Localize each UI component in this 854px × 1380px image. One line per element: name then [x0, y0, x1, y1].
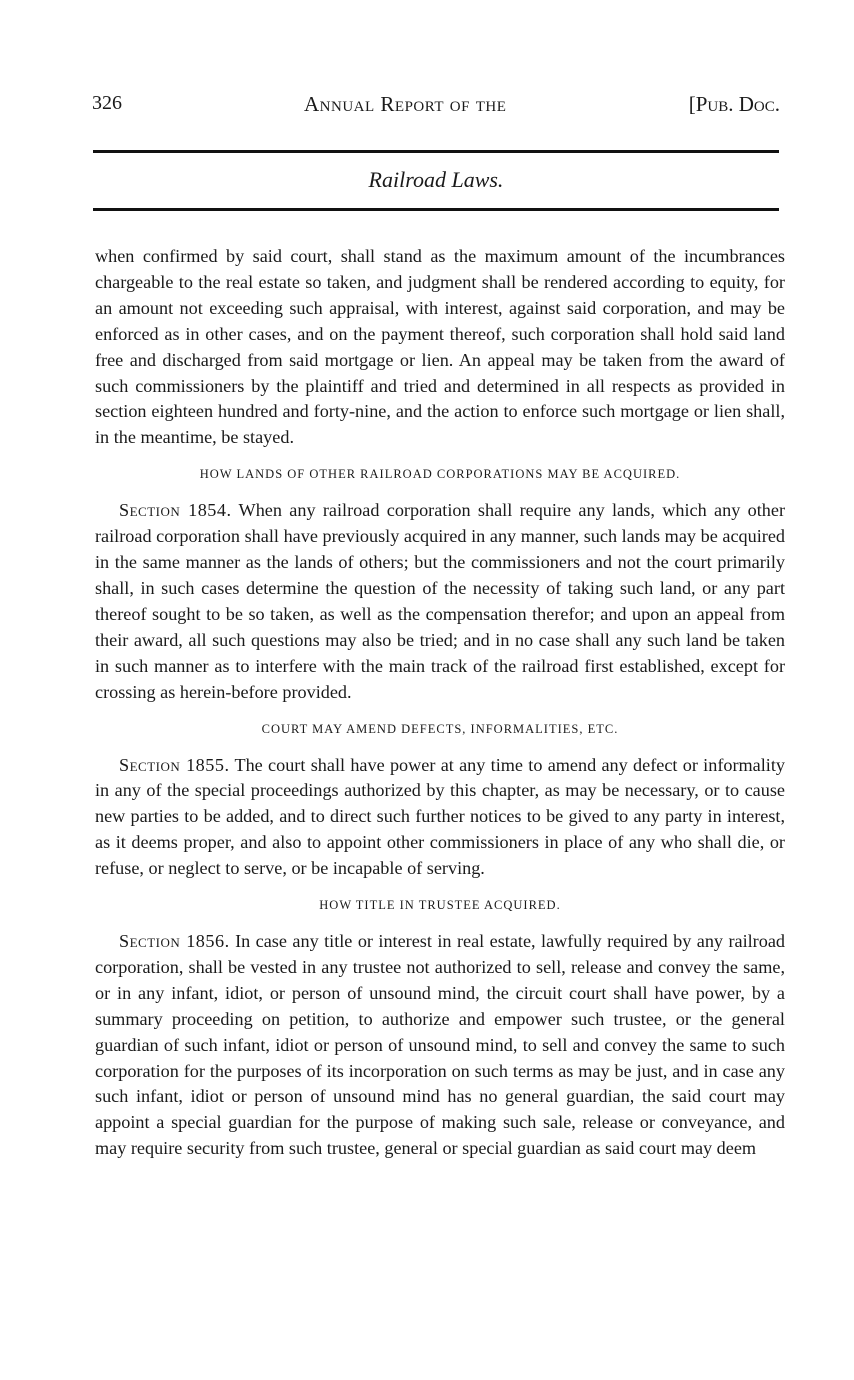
section-1854-label: Section 1854.	[119, 500, 232, 521]
header-rule-top	[93, 150, 779, 153]
section-heading: Railroad Laws.	[368, 167, 504, 192]
caption-section-1854: HOW LANDS OF OTHER RAILROAD CORPORATIONS MAY BE ACQUIRED.	[199, 467, 681, 482]
section-1855-label: Section 1855.	[119, 754, 230, 775]
section-1856-label: Section 1856.	[119, 931, 230, 952]
section-1854-paragraph	[95, 498, 785, 705]
section-1854-text: When any railroad corporation shall require any lands, which any other railroad corporation shall have previously acquired in any manner, such lands may be acquired in the same manner as the lands of others; but the commissioners and not the court primarily shall, in such cases determine the question of the necessity of taking such land, or any part thereof sought to be so taken, as well as the compensation therefor; and upon an appeal from their award, all such questions may also be tried; and in no case shall any such land be taken in such manner as to interfere with the main track of the railroad first established, except for crossing as herein-before provided.	[95, 500, 785, 702]
section-1855-paragraph	[95, 753, 785, 883]
page-header	[92, 92, 780, 122]
page-number: 326	[92, 92, 122, 114]
section-1856-text: In case any title or interest in real estate, lawfully required by any railroad corporation, shall be vested in any trustee not authorized to sell, release and convey the same, or in any infant, idiot, or person of unsound mind, the circuit court shall have power, by a summary proceeding on petition, to authorize and empower such trustee, or the general guardian of such infant, idiot or person of unsound mind, to sell and convey the same to such corporation for the purposes of its incorporation on such terms as may be just, and in case any such infant, idiot or person of unsound mind has no general guardian, the said court may appoint a special guardian for the purpose of making such sale, release or conveyance, and may require security from such trustee, general or special guardian as said court may deem	[95, 931, 785, 1159]
continued-paragraph: when confirmed by said court, shall stand as the maximum amount of the incumbrances chargeable to the real estate so taken, and judgment shall be rendered according to equity, for an amount not exceeding such appraisal, with interest, against said corporation, and may be enforced as in other cases, and on the payment thereof, such corporation shall hold said land free and discharged from said mortgage or lien. An appeal may be taken from the award of such commissioners by the plaintiff and tried and determined in all respects as provided in section eighteen hundred and forty-nine, and the action to enforce such mortgage or lien shall, in the meantime, be stayed.	[95, 246, 785, 448]
document-type: [Pub. Doc.	[688, 92, 780, 116]
header-rule-bottom	[93, 208, 779, 211]
caption-section-1856: HOW TITLE IN TRUSTEE ACQUIRED.	[319, 898, 561, 913]
page-body	[95, 244, 785, 1162]
section-1856-paragraph	[95, 929, 785, 1162]
caption-section-1855: COURT MAY AMEND DEFECTS, INFORMALITIES, ETC.	[261, 721, 619, 736]
section-1855-text: The court shall have power at any time to amend any defect or informality in any of the special proceedings authorized by this chapter, as may be necessary, or to cause new parties to be added, and to direct such further notices to be gived to any party in interest, as it deems proper, and also to appoint other commissioners in place of any who shall die, or refuse, or neglect to serve, or be incapable of serving.	[95, 754, 786, 879]
running-title: Annual Report of the	[304, 92, 507, 116]
